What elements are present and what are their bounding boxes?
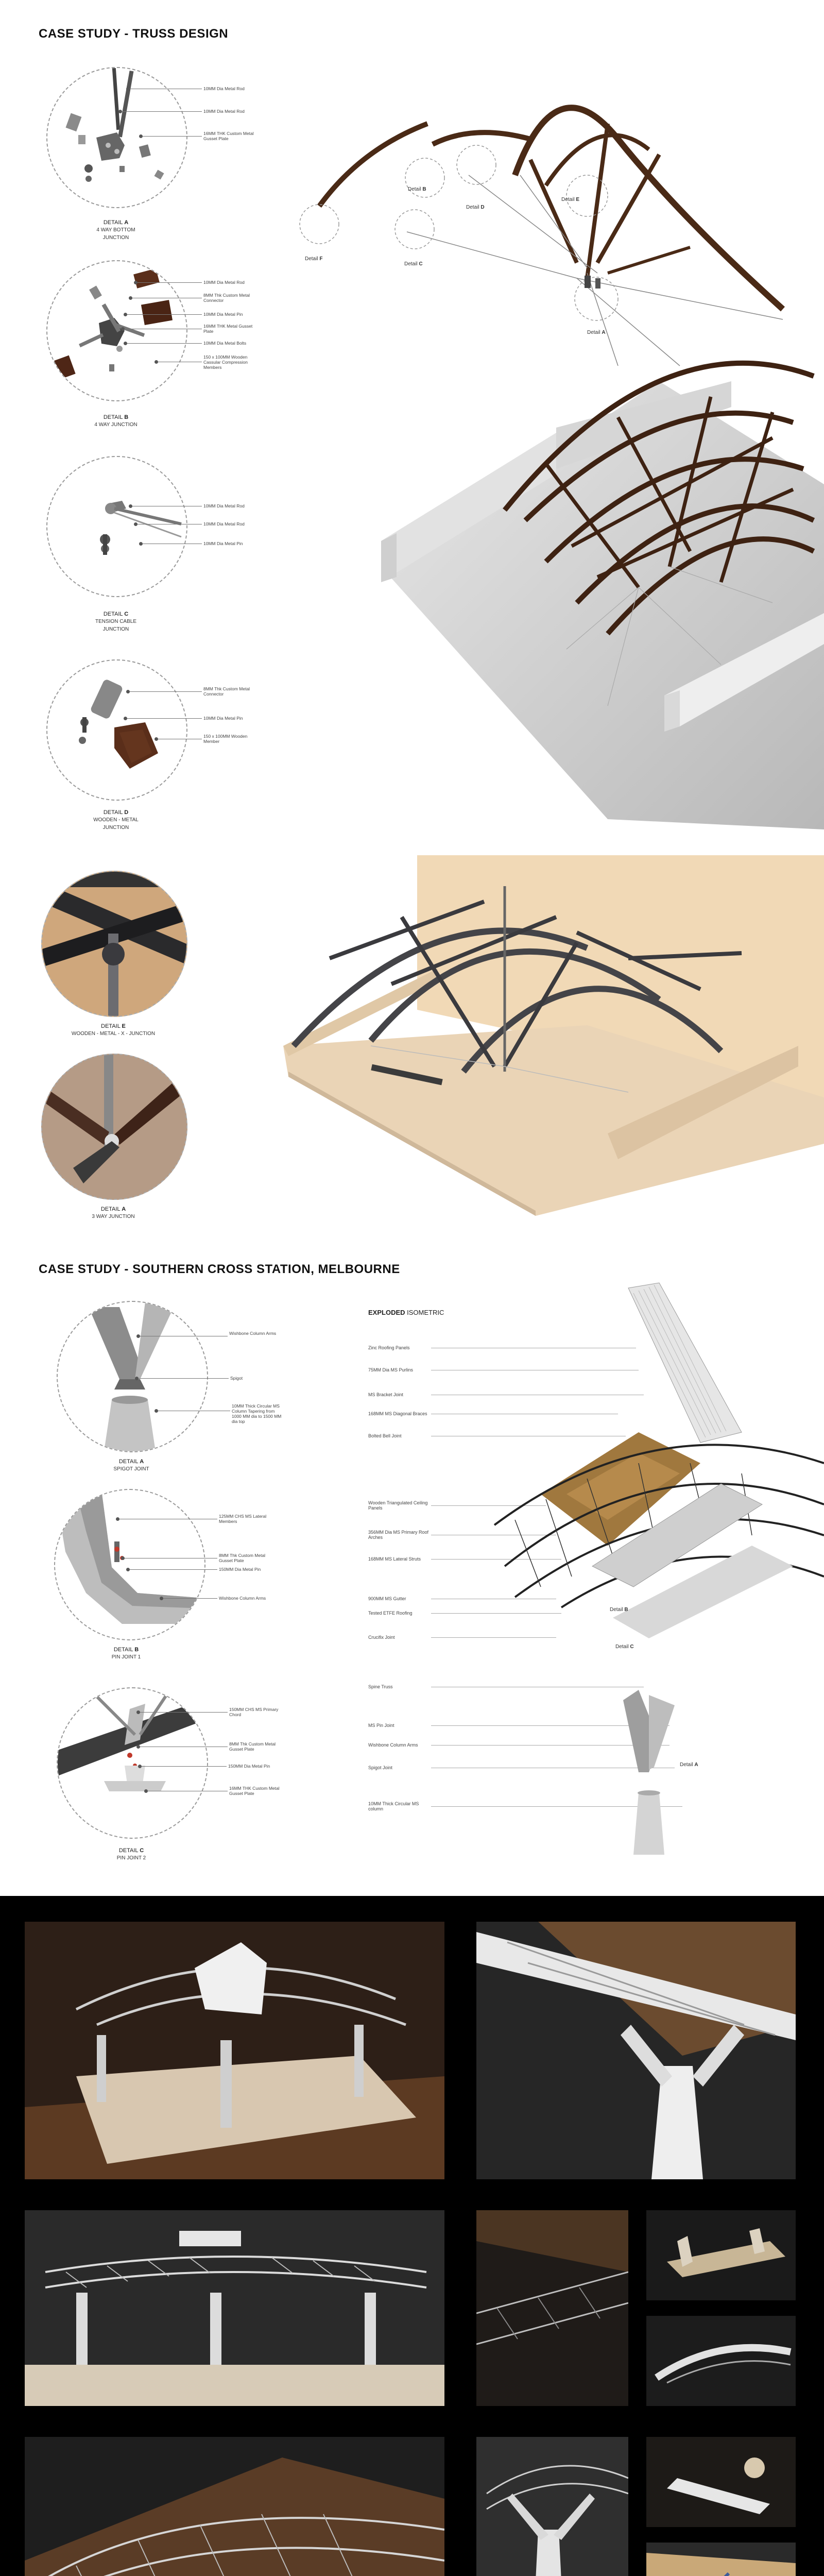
detail-c-callout: 10MM Dia Metal Pin <box>139 540 258 548</box>
truss-tag-d: Detail D <box>466 205 485 210</box>
s2-detail-b-circle <box>54 1489 205 1640</box>
gallery-photo-side-elevation <box>25 2210 444 2406</box>
s2-detail-b-callout: 125MM CHS MS Lateral Members <box>116 1516 283 1523</box>
detail-a-callout: 10MM Dia Metal Rod <box>118 108 258 115</box>
s2-detail-a-caption: DETAIL A SPIGOT JOINT <box>113 1459 149 1472</box>
detail-b-callout: 150 x 100MM Wooden Cassular Compression Members <box>154 359 258 366</box>
exploded-label-text: Bolted Bell Joint <box>368 1433 402 1438</box>
exploded-label-text: Zinc Roofing Panels <box>368 1345 410 1350</box>
s2-detail-c-callout: 8MM Thk Custom Metal Gusset Plate <box>136 1743 283 1751</box>
detail-e-caption: DETAIL E WOODEN - METAL - X - JUNCTION <box>71 1023 156 1037</box>
exploded-label-text: Tested ETFE Roofing <box>368 1611 413 1616</box>
exploded-label-text: MS Bracket Joint <box>368 1392 404 1397</box>
truss-tag-b: Detail B <box>408 187 426 192</box>
s2-detail-b-caption: DETAIL B PIN JOINT 1 <box>111 1647 141 1660</box>
exploded-label-text: 900MM MS Gutter <box>368 1596 406 1601</box>
s2-detail-b-callout: Wishbone Column Arms <box>160 1595 283 1602</box>
gallery-photo-wishbone-column <box>476 2437 628 2576</box>
section-title-southern-cross: CASE STUDY - SOUTHERN CROSS STATION, MELBOURNE <box>39 1262 400 1276</box>
s2-detail-b-callout: 8MM Thk Custom Metal Gusset Plate <box>121 1555 283 1562</box>
detail-d-drawing <box>47 660 186 800</box>
model-photo-gallery <box>0 1896 824 2576</box>
detail-c-callout: 10MM Dia Metal Rod <box>134 521 258 528</box>
detail-b-callout: 10MM Dia Metal Bolts <box>124 340 258 347</box>
gallery-photo-model-overview <box>25 1922 444 2179</box>
exploded-label-text: Wishbone Column Arms <box>368 1742 418 1748</box>
detail-a-caption: DETAIL A 4 WAY BOTTOM JUNCTION <box>96 219 135 241</box>
exploded-label-text: Wooden Triangulated Ceiling Panels <box>368 1500 428 1511</box>
exploded-isometric-drawing <box>484 1278 824 1865</box>
s2-detail-c-caption: DETAIL C PIN JOINT 2 <box>116 1848 146 1861</box>
truss-tag-a: Detail A <box>587 330 606 335</box>
detail-a-photo-art <box>42 1055 186 1199</box>
detail-e-photo-art <box>42 872 186 1016</box>
gallery-photo-joint-closeup <box>646 2543 796 2576</box>
exploded-label-text: 168MM MS Lateral Struts <box>368 1556 421 1562</box>
gallery-photo-roof-grid <box>25 2437 444 2576</box>
s2-detail-c-callout: 150MM Dia Metal Pin <box>138 1763 283 1770</box>
exploded-label-text: 356MM Dia MS Primary Roof Arches <box>368 1530 429 1540</box>
detail-d-circle <box>46 659 187 801</box>
gallery-photo-column-closeup <box>476 1922 796 2179</box>
exploded-tag-b: Detail B <box>610 1607 628 1613</box>
s2-detail-a-callout: Wishbone Column Arms <box>136 1333 283 1340</box>
exploded-label-text: MS Pin Joint <box>368 1723 394 1728</box>
detail-d-callout: 150 x 100MM Wooden Member <box>154 736 258 743</box>
detail-d-callout: 8MM Thk Custom Metal Connector <box>126 688 258 696</box>
gallery-photo-truss-detail <box>476 2210 628 2406</box>
exploded-isometric-title: EXPLODED ISOMETRIC <box>368 1309 444 1316</box>
exploded-label-text: 10MM Thick Circular MS column <box>368 1801 419 1811</box>
exploded-tag-c: Detail C <box>615 1644 634 1650</box>
s2-detail-b-drawing <box>55 1490 204 1639</box>
detail-a-callout: 16MM THK Custom Metal Gusset Plate <box>139 133 258 140</box>
detail-e-photo <box>41 871 187 1017</box>
detail-b-callout: 10MM Dia Metal Rod <box>134 279 258 286</box>
exploded-tag-a: Detail A <box>680 1762 698 1768</box>
truss-tag-f: Detail F <box>305 256 323 262</box>
truss-model-photo <box>268 855 824 1216</box>
detail-b-callout: 10MM Dia Metal Pin <box>124 311 258 318</box>
s2-detail-c-callout: 150MM CHS MS Primary Chord <box>136 1709 283 1716</box>
assembled-truss-render <box>350 335 824 829</box>
detail-b-callout: 16MM THK Metal Gusset Plate <box>121 326 258 333</box>
detail-b-callout: 8MM Thk Custom Metal Connector <box>129 295 258 302</box>
s2-detail-c-callout: 16MM THK Custom Metal Gusset Plate <box>144 1788 283 1795</box>
exploded-label-text: Crucifix Joint <box>368 1635 395 1640</box>
gallery-photo-canopy <box>646 2316 796 2406</box>
exploded-label-text: Spigot Joint <box>368 1765 393 1770</box>
detail-a-callout: 10MM Dia Metal Rod <box>126 86 258 93</box>
exploded-label-text: 75MM Dia MS Purlins <box>368 1367 414 1372</box>
truss-tag-c: Detail C <box>404 261 423 267</box>
gallery-photo-roof-panel <box>646 2210 796 2300</box>
section-title-truss: CASE STUDY - TRUSS DESIGN <box>39 27 229 41</box>
detail-d-caption: DETAIL D WOODEN - METAL JUNCTION <box>93 809 139 831</box>
truss-tag-e: Detail E <box>561 197 580 202</box>
exploded-label-text: Spine Truss <box>368 1684 393 1689</box>
exploded-label-text: 168MM MS Diagonal Braces <box>368 1411 427 1416</box>
s2-detail-a-callout: 10MM Thick Circular MS Column Tapering from 1000 MM dia to 1500 MM dia top <box>154 1408 283 1415</box>
detail-b-caption: DETAIL B 4 WAY JUNCTION <box>94 414 138 428</box>
s2-detail-a-callout: Spigot <box>135 1375 283 1382</box>
detail-a-photo <box>41 1054 187 1200</box>
detail-d-callout: 10MM Dia Metal Pin <box>124 715 258 722</box>
s2-detail-b-callout: 150MM Dia Metal Pin <box>126 1566 283 1573</box>
gallery-photo-spigot <box>646 2437 796 2527</box>
detail-c-caption: DETAIL C TENSION CABLE JUNCTION <box>95 611 137 632</box>
detail-a-photo-caption: DETAIL A 3 WAY JUNCTION <box>92 1206 135 1219</box>
detail-c-callout: 10MM Dia Metal Rod <box>129 503 258 510</box>
